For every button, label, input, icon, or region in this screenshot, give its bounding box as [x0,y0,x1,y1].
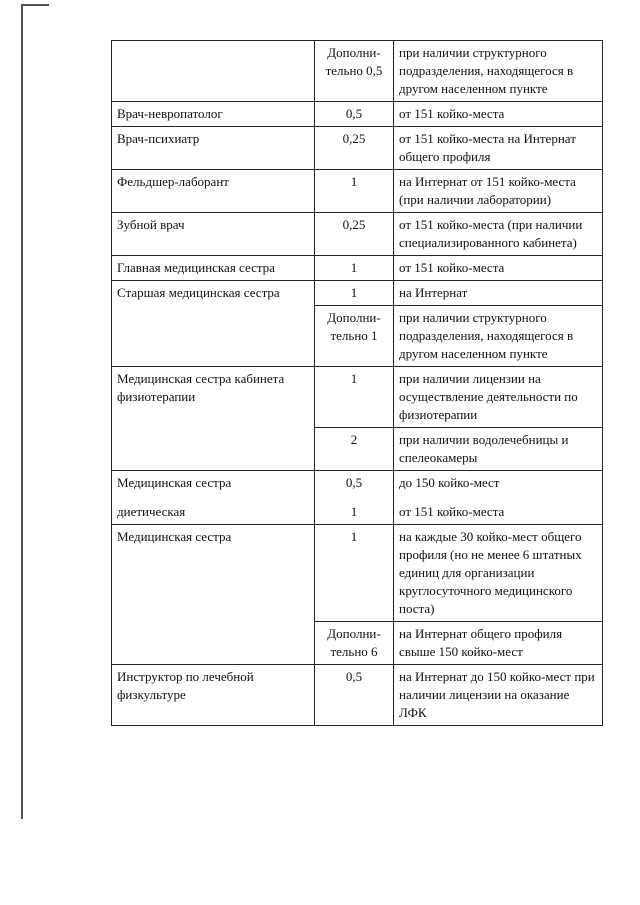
rate-cell: 0,25 [315,213,394,256]
position-cell: Медицинская сестра [112,525,315,665]
condition-line: от 151 койко-места [399,504,505,519]
rate-cell [315,471,394,525]
rate-cell: 1 [315,170,394,213]
condition-cell: от 151 койко-места [394,256,603,281]
table-row [112,127,603,170]
condition-cell: от 151 койко-места (при наличии специализированного кабинета) [394,213,603,256]
position-line: физиотерапии [117,389,196,404]
rate-cell: 1 [315,525,394,622]
position-cell: Зубной врач [112,213,315,256]
table-row [112,367,603,428]
rate-cell: 0,5 [315,102,394,127]
table-row [112,471,603,525]
table-row [112,665,603,726]
rate-line: 1 [350,504,358,519]
table-row [112,41,603,102]
condition-cell: при наличии водолечебницы и спелеокамеры [394,428,603,471]
condition-cell: при наличии лицензии на осуществление деятельности по физиотерапии [394,367,603,428]
condition-text: при наличии структурного подразделения, находящегося в другом населенном пункте [399,45,574,96]
position-cell [112,367,315,471]
condition-cell: на Интернат от 151 койко-места (при наличии лаборатории) [394,170,603,213]
condition-cell [394,41,603,102]
condition-cell: от 151 койко-места на Интернат общего профиля [394,127,603,170]
table-row [112,525,603,622]
condition-cell: на каждые 30 койко-мест общего профиля (но не менее 6 штатных единиц для организации круглосуточного медицинского поста) [394,525,603,622]
rate-cell: Дополни-тельно 6 [315,622,394,665]
staffing-table [111,40,603,726]
rate-line: 0,5 [345,475,363,490]
line-gap [320,492,388,503]
position-line: Медицинская сестра [117,475,232,490]
position-cell: Врач-психиатр [112,127,315,170]
rate-cell: 1 [315,256,394,281]
position-line: Инструктор по лечебной [117,669,254,684]
condition-cell: на Интернат [394,281,603,306]
position-line: диетическая [117,504,186,519]
rate-cell [315,41,394,102]
table-row [112,256,603,281]
position-cell: Фельдшер-лаборант [112,170,315,213]
condition-cell: на Интернат общего профиля свыше 150 койко-мест [394,622,603,665]
condition-cell: от 151 койко-места [394,102,603,127]
scan-margin-line [21,4,23,819]
rate-text: Дополни-тельно 0,5 [325,45,383,78]
condition-cell [394,471,603,525]
condition-cell: на Интернат до 150 койко-мест при наличии лицензии на оказание ЛФК [394,665,603,726]
position-line: Медицинская сестра кабинета [117,371,285,386]
line-gap [117,492,309,503]
position-cell: Главная медицинская сестра [112,256,315,281]
position-line: физкультуре [117,687,186,702]
position-cell: Старшая медицинская сестра [112,281,315,367]
position-cell [112,665,315,726]
rate-cell: 0,25 [315,127,394,170]
rate-cell: 1 [315,281,394,306]
position-cell [112,41,315,102]
position-cell [112,471,315,525]
position-cell: Врач-невропатолог [112,102,315,127]
table-row [112,213,603,256]
table-row [112,281,603,306]
rate-cell: 1 [315,367,394,428]
rate-cell: 0,5 [315,665,394,726]
table-row [112,170,603,213]
scan-corner-mark [21,4,49,6]
condition-cell: при наличии структурного подразделения, находящегося в другом населенном пункте [394,306,603,367]
table-row [112,102,603,127]
condition-line: до 150 койко-мест [399,475,500,490]
line-gap [399,492,597,503]
rate-cell: Дополни-тельно 1 [315,306,394,367]
rate-cell: 2 [315,428,394,471]
